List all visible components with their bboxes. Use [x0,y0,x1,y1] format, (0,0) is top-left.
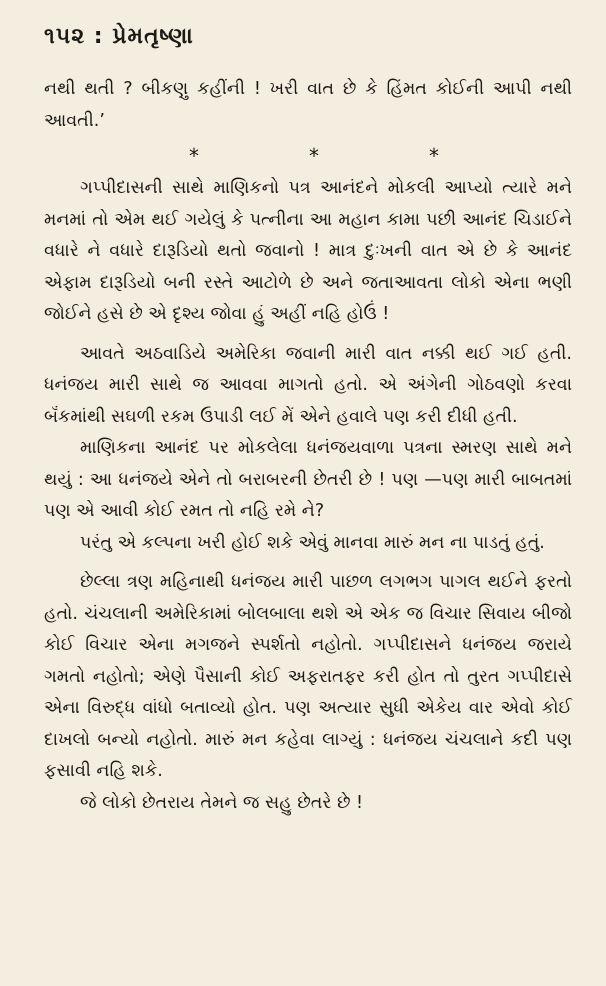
paragraph: આવતે અઠવાડિયે અમેરિકા જવાની મારી વાત નક્કી થઈ ગઈ હતી. ધનંજય મારી સાથે જ આવવા માગતો હતો. એ અંગેની ગોઠવણો કરવા બૅંકમાંથી સઘળી રકમ ઉપાડી લઈ મેં એને હવાલે પણ કરી દીધી હતી. [44,343,572,427]
running-head: ૧૫૨ : પ્રેમતૃષ્ણા [44,24,194,49]
paragraph: ગપ્પીદાસની સાથે માણિકનો પત્ર આનંદને મોકલી આપ્યો ત્યારે મને મનમાં તો એમ થઈ ગયેલું કે પત્નીના આ મહાન કામા પછી આનંદ ચિડાઈને વધારે ને વધારે દારૂડિયો થતો જવાનો ! માત્ર દુઃખની વાત એ છે કે આનંદ એફામ દારૂડિયો બની રસ્તે આટોળે છે અને જતાઆવતા લોકો એના ભણી જોઈને હસે છે એ દૃશ્ય જોવા હું અહીં નહિ હોઉં ! [44,178,572,324]
paragraph: પરંતુ એ કલ્પના ખરી હોઈ શકે એવું માનવા મારું મન ના પાડતું હતું. [80,532,545,553]
page-body [44,74,572,819]
section-separator [134,143,494,169]
paragraph-continued: નથી થતી ? બીકણુ કહીંની ! ખરી વાત છે કે હિંમત કોઈની આપી નથી આવતી.’ [44,79,572,131]
separator-star: * [309,144,319,168]
paragraph: છેલ્લા ત્રણ મહિનાથી ધનંજય મારી પાછળ લગભગ પાગલ થઈને ફરતો હતો. ચંચલાની અમેરિકામાં બોલબાલા થશે એ એક જ વિચાર સિવાય બીજો કોઈ વિચાર એના મગજને સ્પર્શતો નહોતો. ગપ્પીદાસને ધનંજય જરાયે ગમતો નહોતો; એણે પૈસાની કોઈ અફરાતફર કરી હોત તો તુરત ગપ્પીદાસે એના વિરુદ્ધ વાંધો બતાવ્યો હોત. પણ અત્યાર સુધી એકેય વાર એવો કોઈ દાખલો બન્યો નહોતો. મારું મન કહેવા લાગ્યું : ધનંજય ચંચલાને કદી પણ ફસાવી નહિ શકે. [44,572,572,781]
paragraph: માણિકના આનંદ પર મોકલેલા ધનંજયવાળા પત્રના સ્મરણ સાથે મને થયું : આ ધનંજયે એને તો બરાબરની છેતરી છે ! પણ —પણ મારી બાબતમાં પણ એ આવી કોઈ રમત તો નહિ રમે ને? [44,438,572,521]
separator-star: * [189,144,199,168]
paragraph: જે લોકો છેતરાય તેમને જ સહુ છેતરે છે ! [80,792,364,813]
separator-star: * [429,144,439,168]
